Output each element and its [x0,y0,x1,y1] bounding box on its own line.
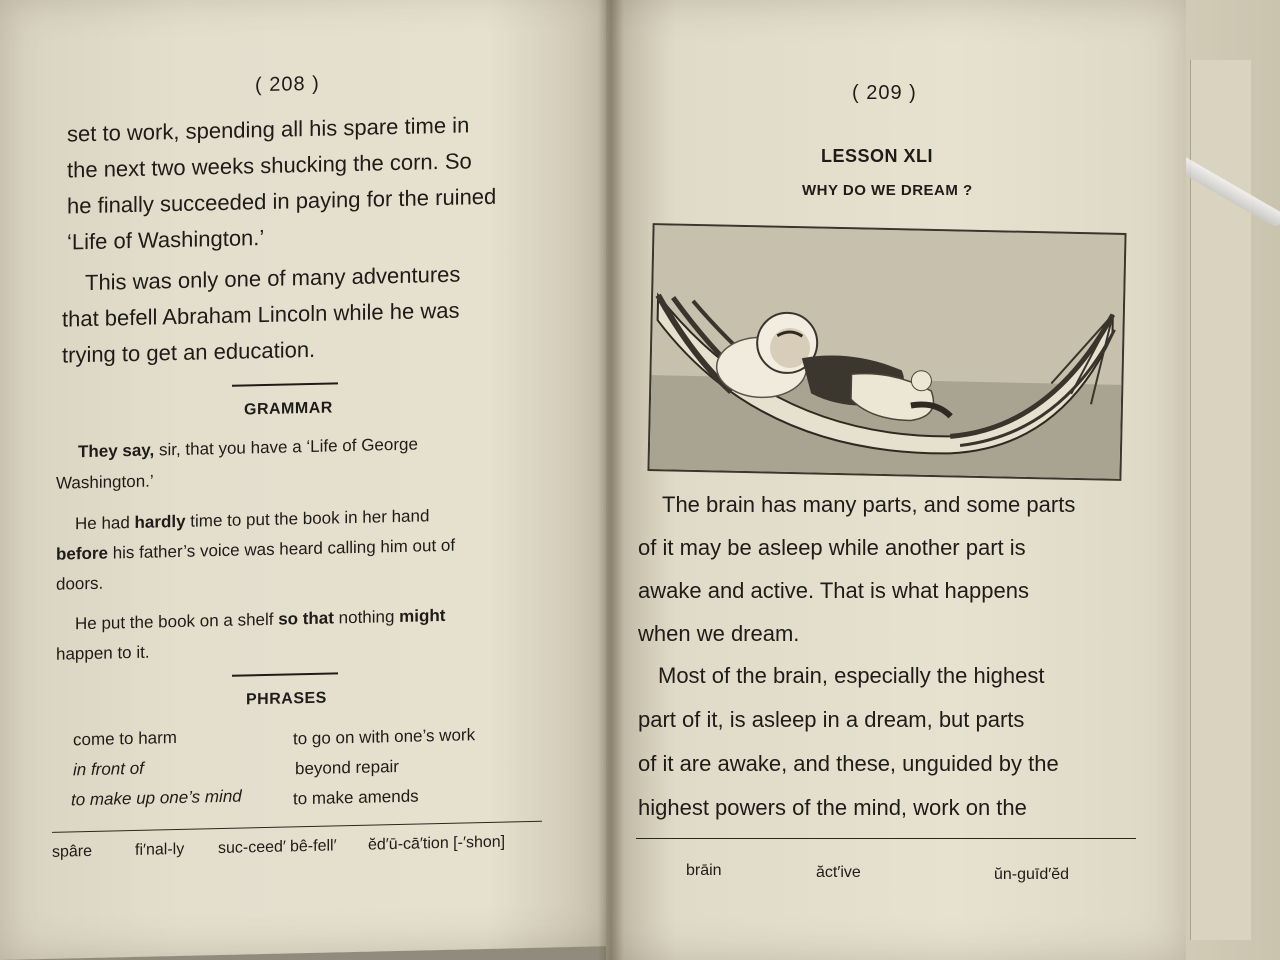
grammar-text: nothing [333,606,400,628]
pronunciation: fi′nal-ly [135,840,185,859]
footer-rule [52,821,542,833]
grammar-line [75,606,445,634]
phrase-left: come to harm [73,727,177,750]
phrase-right: beyond repair [295,756,399,779]
grammar-text: his father’s voice was heard calling him out of [107,535,456,563]
grammar-heading: GRAMMAR [244,399,333,419]
text-line: part of it, is asleep in a dream, but parts [638,707,1025,732]
grammar-bold: before [56,543,108,564]
lesson-subtitle: WHY DO WE DREAM ? [802,182,973,199]
pronunciation: bê-fell′ [290,837,337,856]
text-line: when we dream. [638,621,800,646]
grammar-text: He put the book on a shelf [75,609,279,634]
page-number-right: ( 209 ) [852,82,917,104]
grammar-line [56,643,150,665]
grammar-line [75,506,429,534]
text-line: he finally succeeded in paying for the ruined [67,183,497,219]
book-gutter [598,0,624,960]
text-line: that befell Abraham Lincoln while he was [62,297,460,332]
phrase-left: in front of [73,758,144,780]
pronunciation: ăct′ive [816,864,861,881]
grammar-text: sir, that you have a ‘Life of George [154,434,418,460]
text-line: of it are awake, and these, unguided by the [638,751,1059,776]
grammar-text: doors. [56,573,104,594]
grammar-bold: They say, [78,440,155,462]
footer-rule [636,838,1136,839]
phrases-heading: PHRASES [246,689,327,709]
text-line: set to work, spending all his spare time in [67,112,470,147]
text-line: awake and active. That is what happens [638,578,1029,603]
grammar-text: He had [75,512,135,534]
section-rule [232,672,338,676]
grammar-bold: might [399,605,446,626]
grammar-bold: so that [278,608,334,629]
lesson-title: LESSON XLI [821,146,934,166]
text-line: trying to get an education. [62,336,316,368]
text-line: This was only one of many adventures [85,261,461,296]
text-line: The brain has many parts, and some parts [662,492,1076,517]
text-line: Most of the brain, especially the highest [658,663,1045,688]
phrase-left: to make up one’s mind [71,786,242,810]
section-rule [232,382,338,386]
grammar-line [78,435,418,463]
pronunciation: ŭn-guīd′ĕd [994,866,1070,883]
phrase-right: to make amends [293,786,419,809]
grammar-bold: hardly [134,511,186,532]
pronunciation: brāin [686,862,722,879]
page-number-left: ( 208 ) [255,72,320,97]
grammar-line [56,472,154,494]
left-page [0,0,610,960]
hammock-drawing [649,225,1124,479]
grammar-text: happen to it. [56,642,150,664]
grammar-text: time to put the book in her hand [185,506,430,531]
text-line: ‘Life of Washington.’ [67,225,265,255]
text-line: the next two weeks shucking the corn. So [67,148,472,183]
pronunciation: ĕd′ū-cā′tion [-′shon] [368,833,506,854]
text-line: of it may be asleep while another part is [638,535,1026,560]
grammar-text: Washington.’ [56,471,154,493]
phrase-right: to go on with one’s work [293,725,476,749]
child-in-hammock-illustration [647,223,1126,481]
text-line: highest powers of the mind, work on the [638,795,1027,820]
pronunciation: suc-ceed′ [218,838,286,858]
pronunciation: spâre [52,842,93,861]
grammar-line [56,574,103,595]
grammar-line [56,536,455,565]
